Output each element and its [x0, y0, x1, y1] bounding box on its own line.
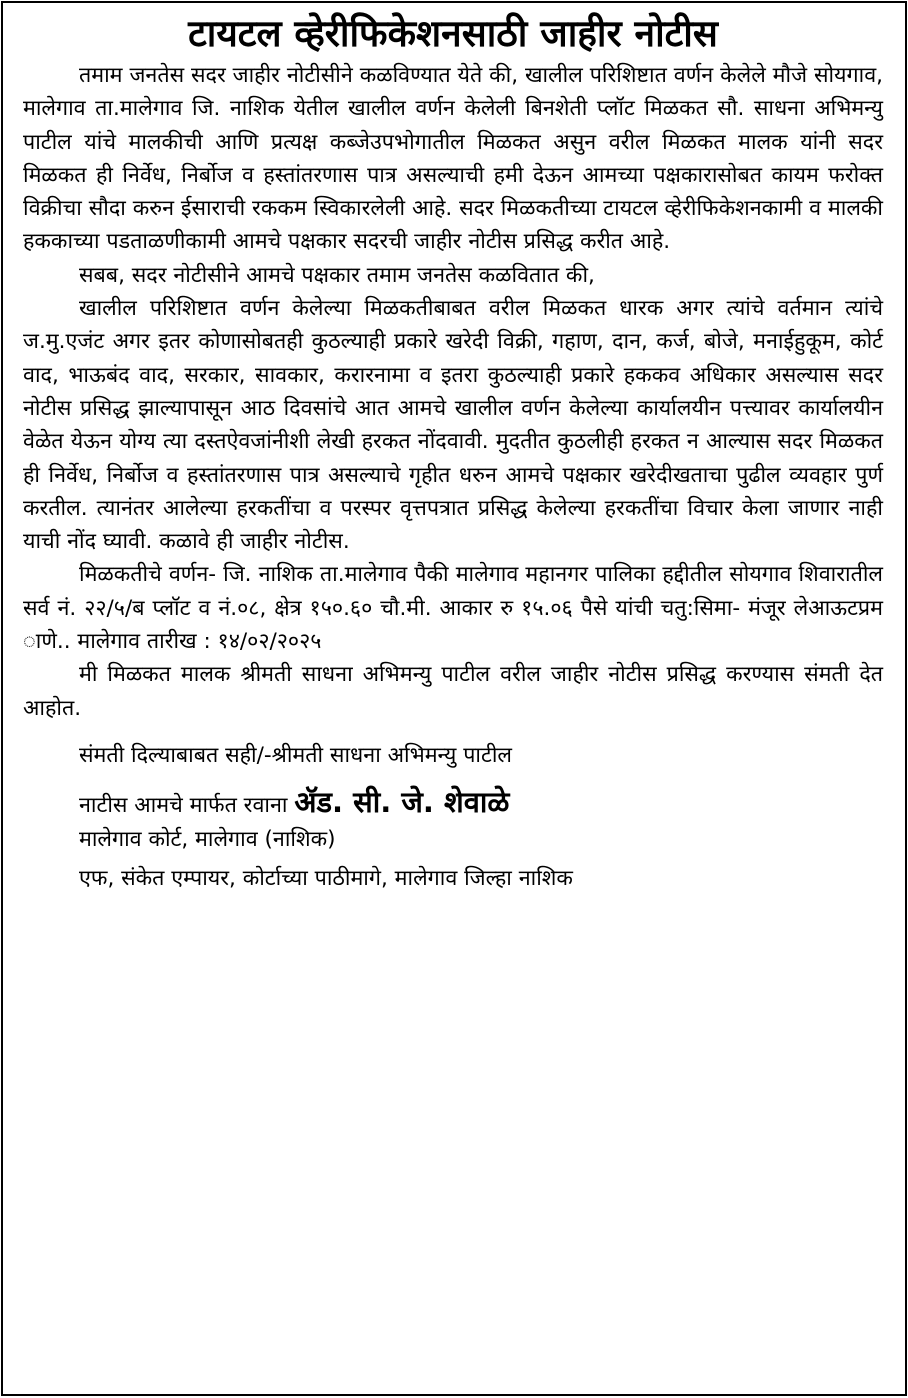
dispatch-prefix: नाटीस आमचे मार्फत रवाना [79, 793, 288, 819]
court-line: मालेगाव कोर्ट, मालेगाव (नाशिक) [79, 826, 336, 852]
consent-signature-line: संमती दिल्याबाबत सही/-श्रीमती साधना अभिमन्यु पाटील [79, 742, 512, 768]
notice-title: टायटल व्हेरीफिकेशनसाठी जाहीर नोटीस [188, 12, 718, 55]
paragraph-objection-call: खालील परिशिष्टात वर्णन केलेल्या मिळकतीबाबत वरील मिळकत धारक अगर त्यांचे वर्तमान त्यांचे ज.मु.एजंट अगर इतर कोणासोबतही कुठल्याही प्रकारे खरेदी विक्री, गहाण, दान, कर्ज, बोजे, मनाईहुकूम, कोर्ट वाद, भाऊबंद वाद, सरकार, सावकार, करारनामा व इतरा कुठल्याही प्रकारे हककव अधिकार असल्यास सदर नोटीस प्रसिद्ध झाल्यापासून आठ दिवसांचे आत आमचे खालील वर्णन केलेल्या कार्यालयीन पत्त्यावर कार्यालयीन वेळेत येऊन योग्य त्या दस्तऐवजांनीशी लेखी हरकत नोंदवावी. मुदतीत कुठलीही हरकत न आल्यास सदर मिळकत ही निर्वेध, निर्बोज व हस्तांतरणास पात्र असल्याचे गृहीत धरुन आमचे पक्षकार खरेदीखताचा पुढील व्यवहार पुर्ण करतील. त्यानंतर आलेल्या हरकतींचा व परस्पर वृत्तपत्रात प्रसिद्ध केलेल्या हरकतींचा विचार केला जाणार नाही याची नोंद घ्यावी. कळावे ही जाहीर नोटीस. [23, 296, 883, 555]
paragraph-title-verification: तमाम जनतेस सदर जाहीर नोटीसीने कळविण्यात येते की, खालील परिशिष्टात वर्णन केलेले मौजे सोयगाव, मालेगाव ता.मालेगाव जि. नाशिक येतील खालील वर्णन केलेली बिनशेती प्लॉट मिळकत सौ. साधना अभिमन्यु पाटील यांचे मालकीची आणि प्रत्यक्ष कब्जेउपभोगातील मिळकत असुन वरील मिळकत मालक यांनी सदर मिळकत ही निर्वेध, निर्बोज व हस्तांतरणास पात्र असल्याची हमी देऊन आमच्या पक्षकारासोबत कायम फरोक्त विक्रीचा सौदा करुन ईसाराची रककम स्विकारलेली आहे. सदर मिळकतीच्या टायटल व्हेरीफिकेशनकामी व मालकी हककाच्या पडताळणीकामी आमचे पक्षकार सदरची जाहीर नोटीस प्रसिद्ध करीत आहे. [23, 63, 883, 255]
office-address: एफ, संकेत एम्पायर, कोर्टाच्या पाठीमागे, मालेगाव जिल्हा नाशिक [79, 865, 573, 891]
paragraph-announcement: सबब, सदर नोटीसीने आमचे पक्षकार तमाम जनतेस कळवितात की, [79, 262, 595, 288]
notice-body [23, 59, 883, 895]
advocate-name: ॲड. सी. जे. शेवाळे [294, 785, 510, 820]
public-notice [1, 1, 907, 1396]
dispatch-line [23, 786, 883, 822]
paragraph-owner-consent: मी मिळकत मालक श्रीमती साधना अभिमन्यु पाटील वरील जाहीर नोटीस प्रसिद्ध करण्यास संमती देत आहोत. [23, 662, 883, 721]
paragraph-property-description: मिळकतीचे वर्णन- जि. नाशिक ता.मालेगाव पैकी मालेगाव महानगर पालिका हद्दीतील सोयगाव शिवारातील सर्व नं. २२/५/ब प्लॉट व नं.०८, क्षेत्र १५०.६० चौ.मी. आकार रु १५.०६ पैसे यांची चतु:सिमा- मंजूर लेआऊटप्रम ाणे.. मालेगाव तारीख : १४/०२/२०२५ [23, 562, 883, 655]
